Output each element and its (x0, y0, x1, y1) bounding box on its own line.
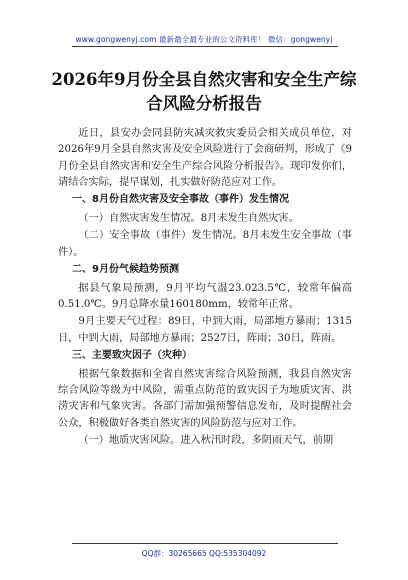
page-title (36, 68, 372, 116)
header-divider (72, 46, 338, 47)
footer-contact: QQ群：30265665 QQ:535304092 (141, 549, 267, 558)
section-2-paragraph-2: 9月主要天气过程：89日，中到大雨，局部地方暴雨；1315日，中到大雨，局部地方暴雨；2527日，阵雨；30日，阵雨。 (58, 316, 352, 344)
header-banner: www.gongwenyj.com 最新最全最专业的公文资料库！ 微信：gongwenyj (75, 35, 333, 44)
section-heading-2: 二、9月份气候趋势预测 (72, 264, 179, 276)
section-heading-3: 三、主要致灾因子（灾种） (72, 350, 192, 362)
title-line-2: 合风险分析报告 (146, 94, 262, 113)
section-1-paragraph-2: （二）安全事故（事件）发生情况。8月未发生安全事故（事件）。 (58, 230, 352, 258)
section-3-paragraph-2: （一）地质灾害风险。进入秋汛时段，多阴雨天气，前期 (78, 435, 334, 447)
title-line-1: 2026年9月份全县自然灾害和安全生产综 (51, 70, 357, 89)
document-body (58, 126, 352, 451)
intro-paragraph: 近日，县安办会同县防灾减灾救灾委员会相关成员单位，对2026年9月全县自然灾害及安全风险进行了会商研判，形成了《9月份全县自然灾害和安全生产综合风险分析报告》。现印发你们，请结合实际，提早谋划，扎实做好防范应对工作。 (58, 128, 352, 188)
section-2-paragraph-1: 据县气象局预测，9月平均气温23.023.5℃，较常年偏高0.51.0℃。9月总降水量160180mm，较常年正常。 (58, 282, 352, 310)
section-1-paragraph-1: （一）自然灾害发生情况。8月未发生自然灾害。 (78, 212, 299, 224)
section-heading-1: 一、8月份自然灾害及安全事故（事件）发生情况 (72, 194, 289, 206)
footer-divider (72, 543, 338, 544)
section-3-paragraph-1: 根据气象数据和全省自然灾害综合风险预测，我县自然灾害综合风险等级为中风险，需重点防范的致灾因子为地质灾害、洪涝灾害和气象灾害。各部门需加强预警信息发布，及时提醒社会公众，积极做好各类自然灾害的风险防范与应对工作。 (58, 368, 352, 429)
